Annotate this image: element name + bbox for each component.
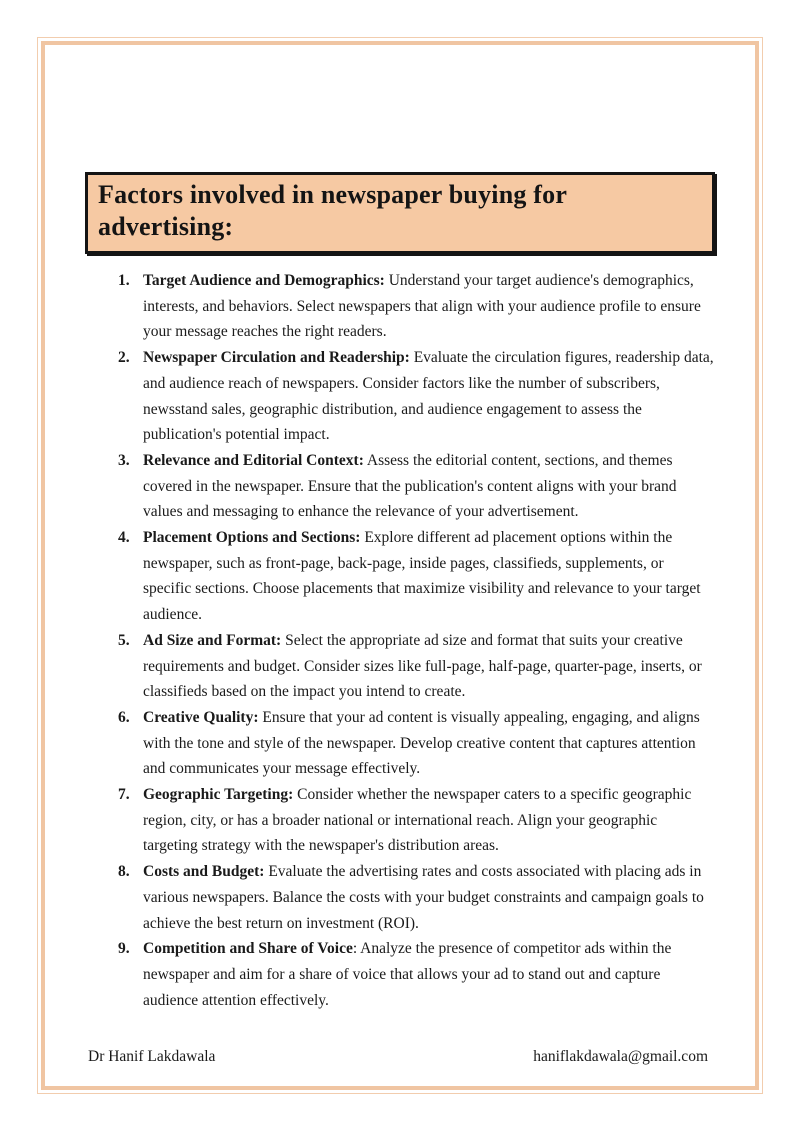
- list-item-number: 1.: [118, 272, 130, 289]
- list-item-label: Costs and Budget:: [143, 863, 265, 881]
- list-item-text: Ad Size and Format: Select the appropriate ad size and format that suits your creative requirements and budget. Consider sizes like full-page, half-page, quarter-page, inserts, or classifieds based on the impact you intend to create.: [143, 631, 702, 701]
- list-item-number: 4.: [118, 529, 130, 547]
- list-item-number: 2.: [118, 349, 130, 367]
- list-item-label: Creative Quality:: [143, 708, 259, 726]
- list-item: [118, 782, 714, 859]
- list-item-text: Target Audience and Demographics: Understand your target audience's demographics, interests, and behaviors. Select newspapers that align with your audience profile to ensure your message reaches the right readers.: [143, 272, 701, 341]
- list-item-label: Geographic Targeting:: [143, 786, 294, 804]
- footer-email: haniflakdawala@gmail.com: [533, 1048, 708, 1065]
- factors-list: [118, 268, 714, 1013]
- document-footer: [88, 1046, 708, 1068]
- footer-author: Dr Hanif Lakdawala: [88, 1048, 216, 1065]
- list-item-number: 8.: [118, 863, 130, 881]
- list-item: [118, 628, 714, 705]
- list-item-text: Placement Options and Sections: Explore different ad placement options within the newspaper, such as front-page, back-page, inside pages, classifieds, supplements, or specific sections. Choose placements that maximize visibility and relevance to your target audience.: [143, 529, 701, 624]
- list-item: [118, 859, 714, 936]
- title-box: [85, 172, 715, 254]
- list-item-number: 9.: [118, 940, 130, 958]
- list-item-text: Geographic Targeting: Consider whether the newspaper caters to a specific geographic region, city, or has a broader national or international reach. Align your geographic targeting strategy with the newspaper's distribution areas.: [143, 786, 692, 855]
- page-title: Factors involved in newspaper buying for advertising:: [98, 180, 567, 241]
- list-item: [118, 448, 714, 525]
- list-item-number: 5.: [118, 631, 130, 649]
- list-item-label: Target Audience and Demographics:: [143, 272, 385, 289]
- list-item: [118, 525, 714, 628]
- list-item-label: Ad Size and Format:: [143, 631, 282, 649]
- list-item-label: Competition and Share of Voice: [143, 940, 353, 958]
- list-item-text: Newspaper Circulation and Readership: Evaluate the circulation figures, readership data, and audience reach of newspapers. Consider factors like the number of subscribers, newsstand sales, geographic distribution, and audience engagement to assess the publication's potential impact.: [143, 349, 714, 444]
- list-item-label: Relevance and Editorial Context:: [143, 451, 364, 469]
- list-item-number: 7.: [118, 786, 130, 804]
- list-item: [118, 345, 714, 448]
- list-item-number: 3.: [118, 451, 130, 469]
- list-item-label: Newspaper Circulation and Readership:: [143, 349, 410, 367]
- list-item-text: Creative Quality: Ensure that your ad content is visually appealing, engaging, and aligns with the tone and style of the newspaper. Develop creative content that captures attention and communicates your message effectively.: [143, 708, 700, 778]
- list-item-text: Competition and Share of Voice: Analyze the presence of competitor ads within the newspaper and aim for a share of voice that allows your ad to stand out and capture audience attention effectively.: [143, 940, 672, 1009]
- list-item: [118, 705, 714, 782]
- list-item-number: 6.: [118, 708, 130, 726]
- list-item-text: Costs and Budget: Evaluate the advertising rates and costs associated with placing ads in various newspapers. Balance the costs with your budget constraints and campaign goals to achieve the best return on investment (ROI).: [143, 863, 704, 932]
- list-item: [118, 268, 714, 345]
- list-item: [118, 936, 714, 1013]
- list-item-label: Placement Options and Sections:: [143, 529, 361, 547]
- list-item-text: Relevance and Editorial Context: Assess the editorial content, sections, and themes covered in the newspaper. Ensure that the publication's content aligns with your brand values and messaging to enhance the relevance of your advertisement.: [143, 451, 677, 521]
